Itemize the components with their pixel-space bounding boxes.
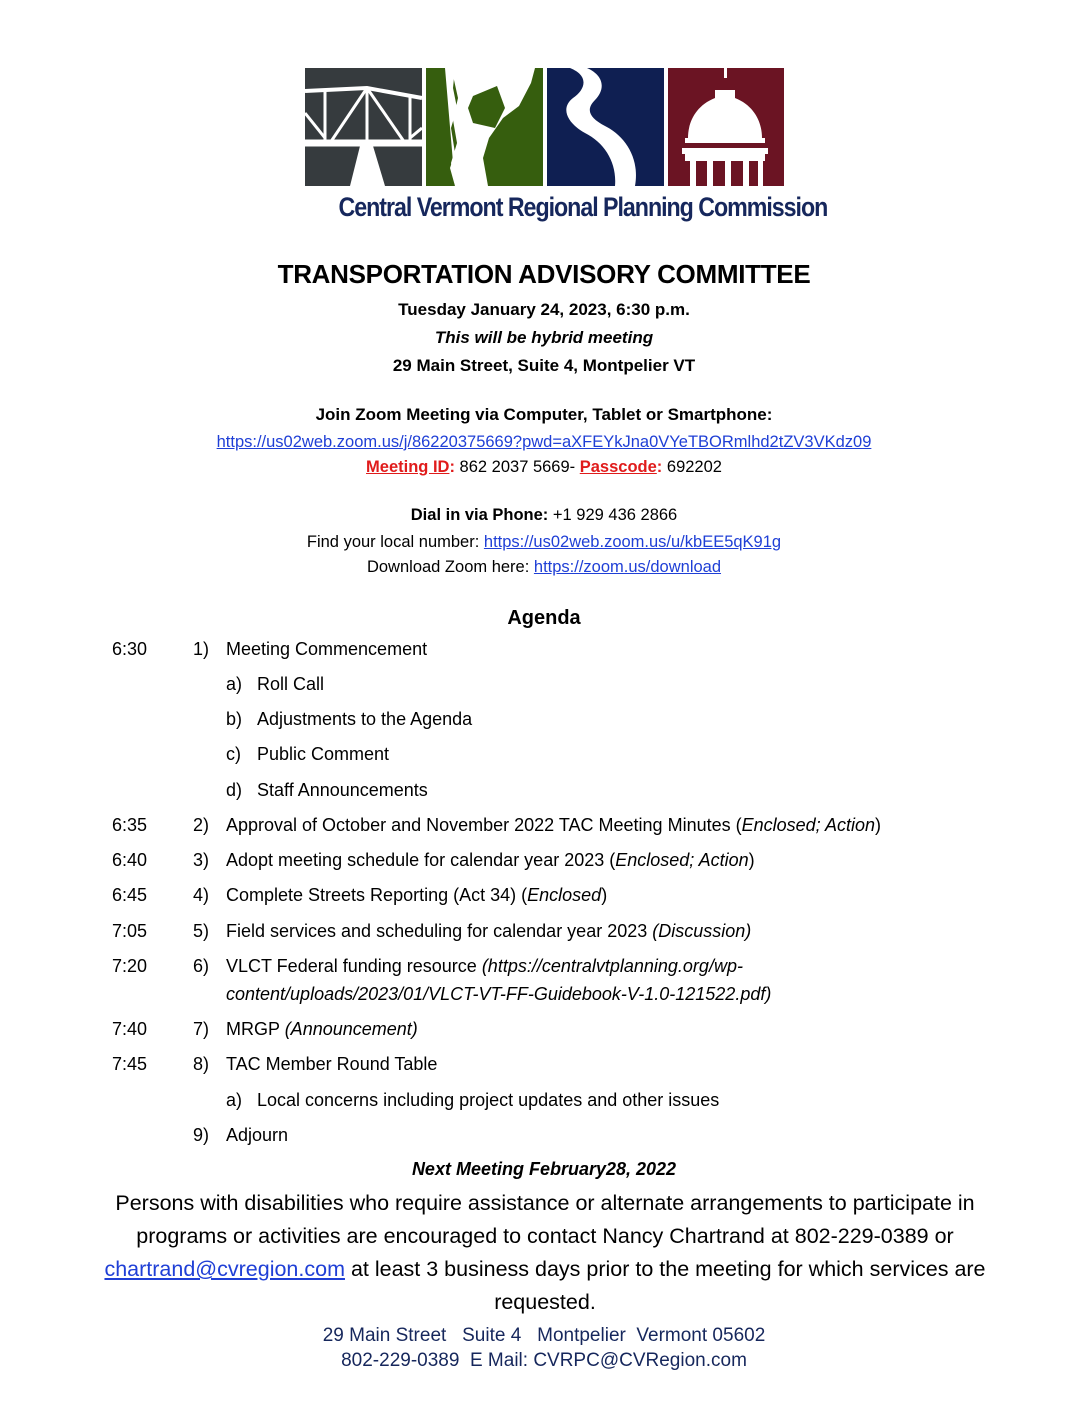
local-number-link[interactable]: https://us02web.zoom.us/u/kbEE5qK91g [483, 533, 782, 551]
agenda-item-number: 7) [193, 1019, 210, 1039]
agenda-item-text: Complete Streets Reporting (Act 34) ( [226, 885, 528, 905]
accessibility-line-2: programs or activities are encouraged to contact Nancy Chartrand at 802-229-0389 or [136, 1224, 954, 1248]
agenda-item-time: 6:40 [112, 850, 148, 870]
meeting-id-line [0, 458, 1088, 477]
zoom-join-link[interactable]: https://us02web.zoom.us/j/86220375669?pwd=aXFEYkJna0VYeTBORmlhd2tZV3VKdz09 [216, 433, 872, 451]
agenda-item-note: Enclosed [527, 885, 602, 905]
agenda-item-time: 7:40 [112, 1019, 148, 1039]
cvrpc-logo [305, 68, 784, 186]
agenda-item-text: Field services and scheduling for calendar year 2023 [226, 921, 653, 941]
meeting-id-label: Meeting ID [366, 458, 450, 476]
agenda-item-time: 7:20 [112, 956, 148, 976]
agenda-item-number: 2) [193, 815, 210, 835]
passcode-label: Passcode [579, 458, 657, 476]
agenda-item-time: 6:35 [112, 815, 148, 835]
logo-org-name: Central Vermont Regional Planning Commission [338, 192, 828, 222]
meeting-id-value: 862 2037 5669- [459, 458, 576, 476]
agenda-item-text: Approval of October and November 2022 TAC Meeting Minutes ( [226, 815, 742, 835]
agenda-item-note: (Announcement) [284, 1019, 418, 1039]
agenda-item-number: 3) [193, 850, 210, 870]
agenda-subitem-label: Public Comment [257, 744, 390, 764]
page-title: TRANSPORTATION ADVISORY COMMITTEE [277, 259, 811, 289]
agenda-item-text: MRGP [226, 1019, 285, 1039]
passcode-value: 692202 [666, 458, 722, 476]
river-panel [547, 68, 664, 186]
local-number-label: Find your local number: [306, 533, 480, 551]
logo-graphic [305, 68, 784, 186]
bridge-panel [305, 68, 422, 186]
agenda-item-note: Enclosed; Action [741, 815, 876, 835]
accessibility-email-link[interactable]: chartrand@cvregion.com [104, 1257, 345, 1281]
agenda-subitem-letter: b) [226, 709, 243, 729]
download-zoom-link[interactable]: https://zoom.us/download [533, 558, 722, 576]
agenda-item-time: 6:30 [112, 639, 148, 659]
agenda-item-note: (Discussion) [652, 921, 752, 941]
agenda-heading: Agenda [507, 607, 581, 629]
agenda-item-label: Meeting Commencement [226, 639, 428, 659]
dial-in-label: Dial in via Phone: [410, 506, 549, 524]
agenda-item-number: 6) [193, 956, 210, 976]
next-meeting: Next Meeting February28, 2022 [411, 1159, 677, 1179]
accessibility-notice [60, 1187, 1030, 1319]
agenda-item-label: Adjourn [226, 1125, 289, 1145]
agenda-item-label [226, 956, 743, 977]
accessibility-line-4: requested. [494, 1290, 596, 1314]
meeting-id-colon: : [449, 458, 455, 476]
meeting-address: 29 Main Street, Suite 4, Montpelier VT [392, 356, 696, 375]
agenda-subitem-letter: c) [226, 744, 241, 764]
download-zoom-label: Download Zoom here: [366, 558, 530, 576]
agenda-item-number: 9) [193, 1125, 210, 1145]
agenda-item-text: VLCT Federal funding resource [226, 956, 482, 976]
agenda-item-time: 7:05 [112, 921, 148, 941]
download-zoom-line [0, 558, 1088, 577]
meeting-date-time: Tuesday January 24, 2023, 6:30 p.m. [398, 300, 690, 319]
agenda-item-note-continued: content/uploads/2023/01/VLCT-VT-FF-Guidebook-V-1.0-121522.pdf) [226, 984, 772, 1004]
agenda-item-number: 5) [193, 921, 210, 941]
agenda-item-label: TAC Member Round Table [226, 1054, 438, 1074]
agenda-item-note: Enclosed; Action [615, 850, 749, 870]
footer-contact: 802-229-0389 E Mail: CVRPC@CVRegion.com [341, 1350, 747, 1371]
agenda-subitem-letter: a) [226, 1090, 243, 1110]
agenda-item-number: 8) [193, 1054, 210, 1074]
agenda-subitem-letter: d) [226, 780, 243, 800]
agenda-item-note: (https://centralvtplanning.org/wp- [481, 956, 743, 976]
agenda-item-text: Adopt meeting schedule for calendar year 2023 ( [226, 850, 616, 870]
agenda-item-close: ) [748, 850, 755, 870]
dial-in-number: +1 929 436 2866 [552, 506, 678, 524]
footer-address: 29 Main Street Suite 4 Montpelier Vermont 05602 [322, 1325, 766, 1346]
agenda-item-number: 4) [193, 885, 210, 905]
agenda-subitem-label: Local concerns including project updates and other issues [257, 1090, 720, 1110]
agenda-item-time: 6:45 [112, 885, 148, 905]
local-number-line [0, 533, 1088, 552]
accessibility-line-3 [60, 1253, 1030, 1286]
agenda-item-close: ) [875, 815, 882, 835]
accessibility-line-1: Persons with disabilities who require assistance or alternate arrangements to participate in [115, 1191, 975, 1215]
agenda-item-label [226, 815, 881, 836]
capitol-dome-panel [668, 68, 784, 186]
agenda-subitem-label: Roll Call [257, 674, 325, 694]
agenda-item-number: 1) [193, 639, 210, 659]
agenda-item-label [226, 1019, 418, 1040]
agenda-item-close: ) [601, 885, 608, 905]
agenda-subitem-label: Staff Announcements [257, 780, 428, 800]
zoom-join-heading: Join Zoom Meeting via Computer, Tablet or Smartphone: [315, 405, 773, 424]
passcode-colon: : [656, 458, 663, 476]
meeting-format-note: This will be hybrid meeting [434, 328, 654, 347]
accessibility-line-3-text: at least 3 business days prior to the meeting for which services are [344, 1257, 986, 1281]
dial-in-line [0, 506, 1088, 525]
agenda-item-label [226, 850, 755, 871]
agenda-item-label [226, 885, 607, 906]
agenda-item-label [226, 921, 751, 942]
vermont-map-panel [426, 68, 543, 186]
agenda-subitem-letter: a) [226, 674, 243, 694]
agenda-subitem-label: Adjustments to the Agenda [257, 709, 473, 729]
agenda-item-time: 7:45 [112, 1054, 148, 1074]
